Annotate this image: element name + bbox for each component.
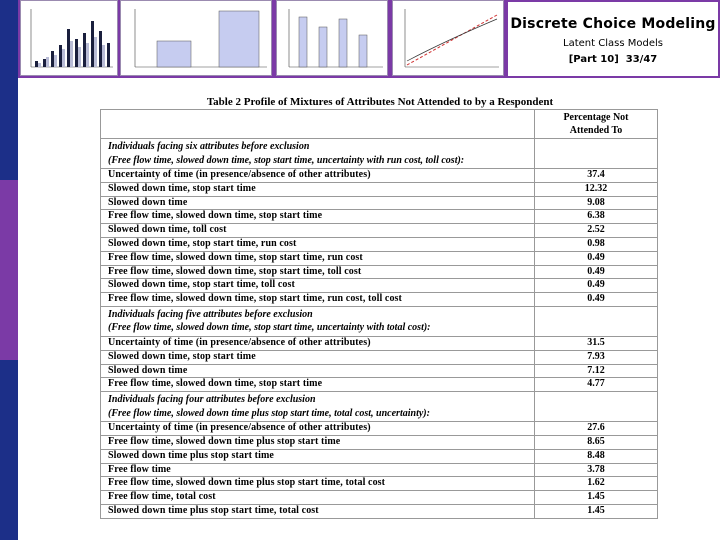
- percentage-value: 0.49: [535, 293, 658, 307]
- section-subheading: (Free flow time, slowed down time, stop start time, uncertainty with run cost, toll cost):: [108, 154, 465, 166]
- percentage-value: 12.32: [535, 182, 658, 196]
- percentage-value: 7.93: [535, 350, 658, 364]
- attribute-label: Uncertainty of time (in presence/absence of other attributes): [101, 169, 535, 183]
- table-row: [101, 169, 658, 183]
- percentage-value: 0.98: [535, 237, 658, 251]
- percentage-value: 7.12: [535, 364, 658, 378]
- attribute-label: Slowed down time, stop start time, toll cost: [101, 279, 535, 293]
- header-thumbnail-histogram: [120, 0, 272, 76]
- section-heading: Individuals facing four attributes before exclusion: [108, 394, 316, 406]
- section-heading-cell: [101, 306, 535, 336]
- percentage-value: 1.45: [535, 504, 658, 518]
- attribute-label: Free flow time, slowed down time, stop start time, run cost: [101, 251, 535, 265]
- slide-number: 33/47: [625, 54, 658, 65]
- attribute-profile-table: [100, 109, 658, 519]
- percentage-value: 1.45: [535, 491, 658, 505]
- section-heading-value-cell: [535, 306, 658, 336]
- percentage-value: 0.49: [535, 279, 658, 293]
- header-thumbnail-grouped-bars: [276, 0, 388, 76]
- table-row: [101, 378, 658, 392]
- percentage-value: 8.65: [535, 435, 658, 449]
- table-row: [101, 491, 658, 505]
- percentage-value: 8.48: [535, 449, 658, 463]
- table-row: [101, 224, 658, 238]
- section-heading: Individuals facing five attributes before exclusion: [108, 308, 313, 320]
- attribute-label: Uncertainty of time (in presence/absence of other attributes): [101, 336, 535, 350]
- header-thumbnail-bar-chart: [20, 0, 118, 76]
- slide-title: Discrete Choice Modeling: [510, 16, 716, 32]
- table-row: [101, 422, 658, 436]
- slide-part-info: [508, 54, 718, 65]
- attribute-label: Free flow time, slowed down time, stop start time, toll cost: [101, 265, 535, 279]
- attribute-label: Slowed down time, stop start time: [101, 350, 535, 364]
- table-row: [101, 364, 658, 378]
- thumbnail-bar-chart-graphic: [21, 1, 117, 75]
- col-header-line2: Attended To: [569, 125, 623, 136]
- attribute-label: Slowed down time plus stop start time: [101, 449, 535, 463]
- header-thumbnail-line-plot: [392, 0, 504, 76]
- table-row: [101, 265, 658, 279]
- table-row: [101, 504, 658, 518]
- attribute-label: Free flow time, slowed down time plus stop start time: [101, 435, 535, 449]
- section-heading-value-cell: [535, 392, 658, 422]
- attribute-label: Slowed down time: [101, 196, 535, 210]
- table-caption: Table 2 Profile of Mixtures of Attributes Not Attended to by a Respondent: [206, 96, 554, 108]
- percentage-value: 4.77: [535, 378, 658, 392]
- thumbnail-histogram-graphic: [121, 1, 271, 75]
- table-row: [101, 182, 658, 196]
- section-heading-cell: [101, 139, 535, 169]
- percentage-value: 2.52: [535, 224, 658, 238]
- table-row: [101, 237, 658, 251]
- attribute-label: Uncertainty of time (in presence/absence of other attributes): [101, 422, 535, 436]
- left-band-purple-segment: [0, 180, 18, 360]
- thumbnail-line-plot-graphic: [393, 1, 503, 75]
- thumbnail-grouped-bars-graphic: [277, 1, 387, 75]
- slide-subtitle: Latent Class Models: [563, 38, 663, 49]
- attribute-label: Slowed down time, stop start time, run cost: [101, 237, 535, 251]
- attribute-label: Slowed down time plus stop start time, total cost: [101, 504, 535, 518]
- table-header-row: [101, 110, 658, 139]
- attribute-label: Free flow time, slowed down time, stop start time, run cost, toll cost: [101, 293, 535, 307]
- table-row: [101, 435, 658, 449]
- attribute-label: Free flow time, slowed down time plus stop start time, total cost: [101, 477, 535, 491]
- section-heading-row: [101, 139, 658, 169]
- attribute-label: Free flow time, slowed down time, stop start time: [101, 378, 535, 392]
- percentage-value: 27.6: [535, 422, 658, 436]
- table-row: [101, 293, 658, 307]
- section-heading-row: [101, 306, 658, 336]
- attribute-label: Slowed down time, stop start time: [101, 182, 535, 196]
- percentage-value: 6.38: [535, 210, 658, 224]
- section-heading-cell: [101, 392, 535, 422]
- table-row: [101, 279, 658, 293]
- table-row: [101, 196, 658, 210]
- percentage-value: 0.49: [535, 251, 658, 265]
- percentage-value: 9.08: [535, 196, 658, 210]
- attribute-label: Free flow time, total cost: [101, 491, 535, 505]
- table-header-percentage: [535, 110, 658, 139]
- table-header-blank-cell: [101, 110, 535, 139]
- table-row: [101, 251, 658, 265]
- attribute-label: Slowed down time: [101, 364, 535, 378]
- section-subheading: (Free flow time, slowed down time plus stop start time, total cost, uncertainty):: [108, 407, 430, 419]
- part-label: [Part 10]: [568, 54, 619, 65]
- attribute-label: Free flow time, slowed down time, stop start time: [101, 210, 535, 224]
- left-accent-band: [0, 0, 18, 540]
- percentage-value: 37.4: [535, 169, 658, 183]
- attribute-label: Free flow time: [101, 463, 535, 477]
- col-header-line1: Percentage Not: [563, 112, 629, 123]
- table-row: [101, 449, 658, 463]
- slide-title-box: [506, 0, 720, 78]
- table-row: [101, 210, 658, 224]
- section-heading-value-cell: [535, 139, 658, 169]
- percentage-value: 1.62: [535, 477, 658, 491]
- percentage-value: 0.49: [535, 265, 658, 279]
- attribute-label: Slowed down time, toll cost: [101, 224, 535, 238]
- table-row: [101, 463, 658, 477]
- section-heading: Individuals facing six attributes before exclusion: [108, 141, 310, 152]
- left-band-blue-segment: [0, 360, 18, 540]
- section-subheading: (Free flow time, slowed down time, stop start time, uncertainty with total cost):: [108, 322, 431, 334]
- section-heading-row: [101, 392, 658, 422]
- table-row: [101, 336, 658, 350]
- percentage-value: 31.5: [535, 336, 658, 350]
- percentage-value: 3.78: [535, 463, 658, 477]
- table-row: [101, 477, 658, 491]
- table-row: [101, 350, 658, 364]
